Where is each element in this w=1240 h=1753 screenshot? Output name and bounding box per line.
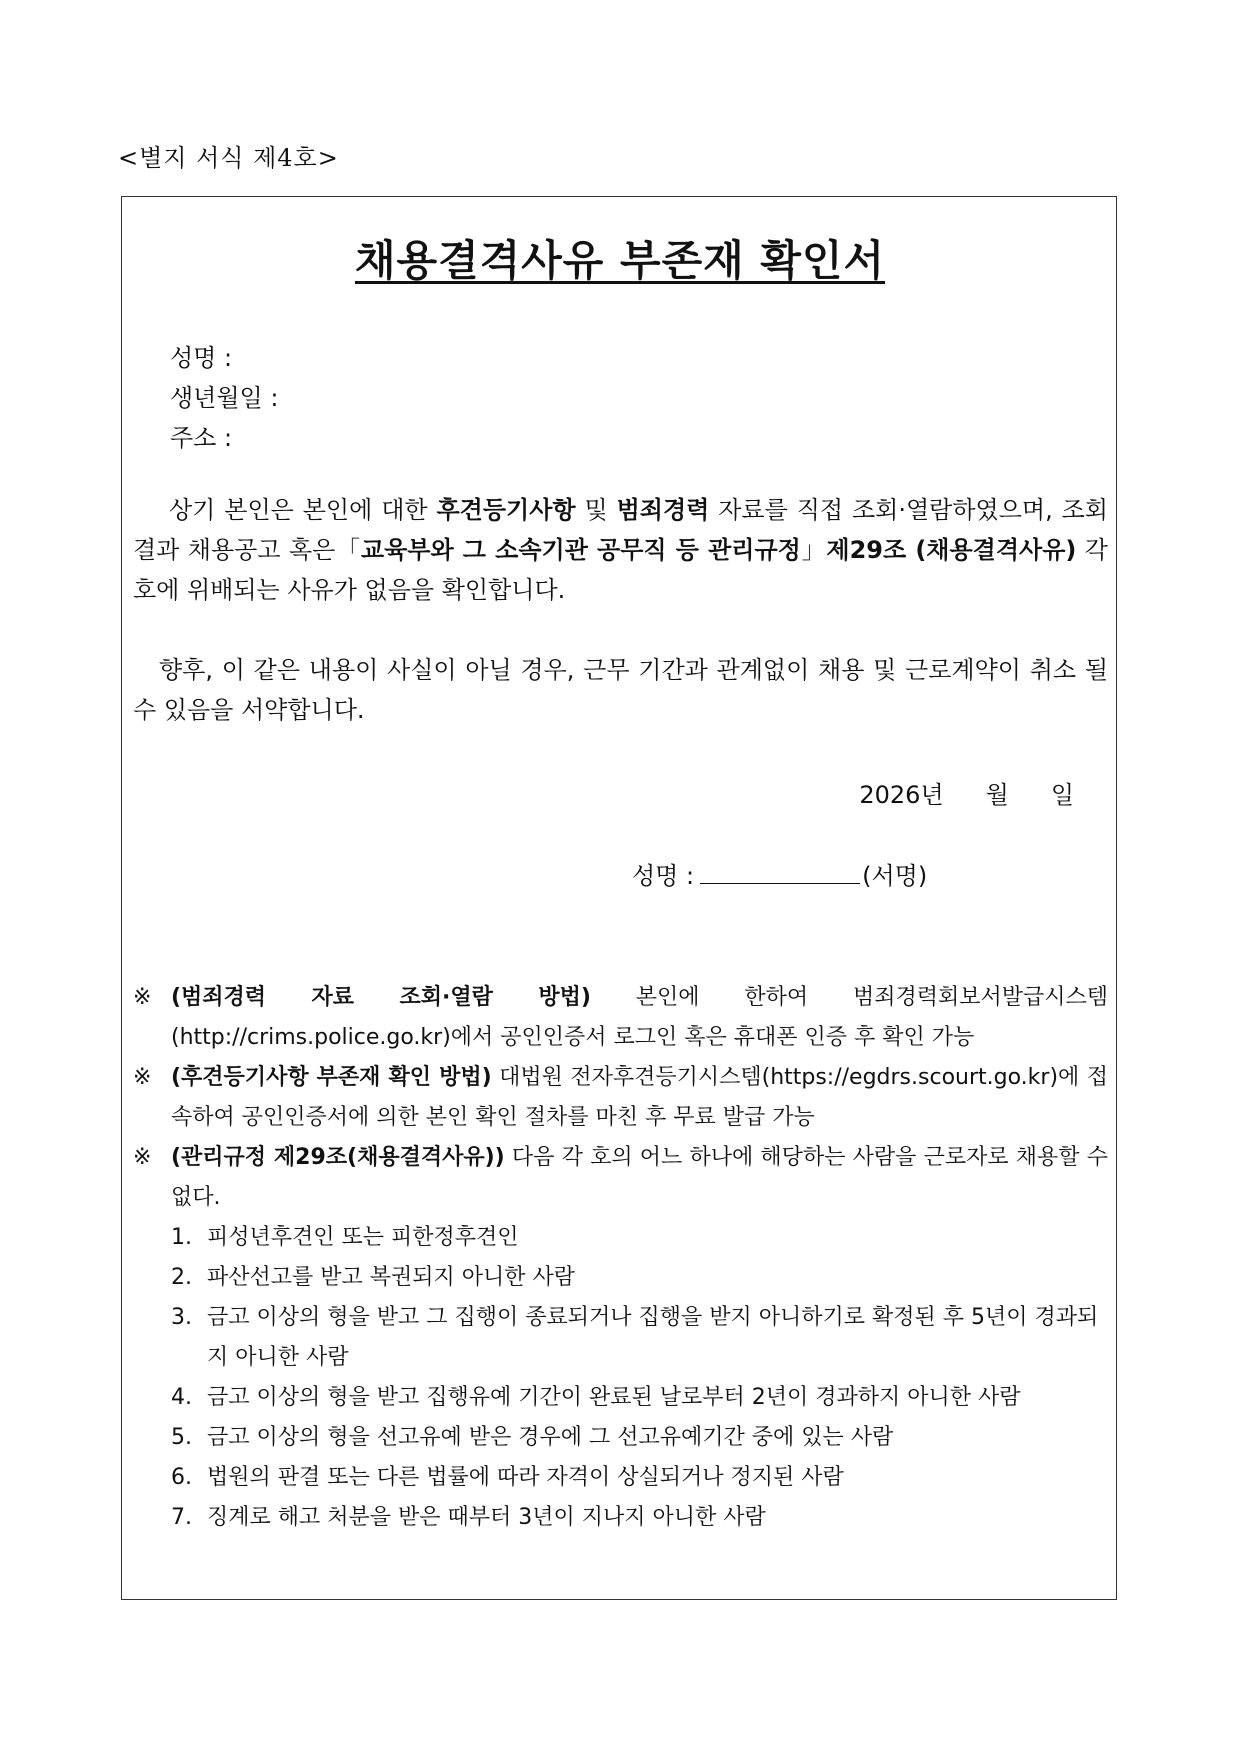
- note-text: 본인에 한하여 범죄경력회보서발급시스템(http://crims.police.go.kr)에서 공인인증서 로그인 혹은 휴대폰 인증 후 확인 가능: [171, 985, 1108, 1050]
- list-item: [133, 1298, 1108, 1378]
- note-text: 다음 각 호의 어느 하나에 해당하는 사람을 근로자로 채용할 수 없다.: [171, 1145, 1108, 1210]
- signature-suffix: (서명): [862, 862, 928, 890]
- statement-text-1: 상기 본인은 본인에 대한: [169, 496, 437, 524]
- reference-mark-icon: ※: [133, 1145, 152, 1170]
- form-number: <별지 서식 제4호>: [118, 144, 339, 172]
- list-item-number: 6.: [171, 1465, 192, 1490]
- list-item-number: 4.: [171, 1385, 192, 1410]
- signature-blank[interactable]: [700, 865, 860, 884]
- birth-date-field-label: 생년월일 :: [170, 384, 279, 412]
- date-day: 일: [1050, 781, 1074, 809]
- disqualification-list: [133, 1218, 1108, 1538]
- pledge-text: 향후, 이 같은 내용이 사실이 아닐 경우, 근무 기간과 관계없이 채용 및 근로계약이 취소 될 수 있음을 서약합니다.: [133, 656, 1108, 724]
- note-heading: (후견등기사항 부존재 확인 방법): [171, 1065, 492, 1090]
- statement-article-reference: 제29조 (채용결격사유): [826, 536, 1077, 564]
- reference-mark-icon: ※: [133, 985, 152, 1010]
- list-item-text: 피성년후견인 또는 피한정후견인: [207, 1225, 519, 1250]
- statement-paragraph: [133, 490, 1108, 610]
- list-item: [133, 1458, 1108, 1498]
- document-title-text: 채용결격사유 부존재 확인서: [354, 236, 886, 285]
- list-item-number: 5.: [171, 1425, 192, 1450]
- document-title: [0, 228, 1240, 288]
- list-item-number: 7.: [171, 1505, 192, 1530]
- notes-section: [133, 978, 1108, 1538]
- list-item: [133, 1418, 1108, 1458]
- reference-mark-icon: ※: [133, 1065, 152, 1090]
- note-guardianship: [133, 1058, 1108, 1138]
- statement-text-5: 각 호에 위배되는 사유가 없음을 확인합니다.: [133, 536, 1108, 604]
- list-item: [133, 1218, 1108, 1258]
- list-item: [133, 1258, 1108, 1298]
- date-month: 월: [985, 781, 1009, 809]
- statement-text-3: 자료를 직접 조회·열람하였으며, 조회 결과 채용공고 혹은「: [133, 496, 1108, 564]
- signature-label: 성명 :: [632, 862, 695, 890]
- note-text: 대법원 전자후견등기시스템(https://egdrs.scourt.go.kr)에 접속하여 공인인증서에 의한 본인 확인 절차를 마친 후 무료 발급 가능: [171, 1065, 1108, 1130]
- list-item-text: 징계로 해고 처분을 받은 때부터 3년이 지나지 아니한 사람: [207, 1505, 766, 1530]
- statement-text-2: 및: [575, 496, 617, 524]
- address-field-label: 주소 :: [170, 424, 233, 452]
- date-line: [859, 775, 1074, 810]
- list-item-number: 1.: [171, 1225, 192, 1250]
- note-heading: (범죄경력 자료 조회·열람 방법): [171, 985, 591, 1010]
- note-criminal-record: [133, 978, 1108, 1058]
- signature-line: [632, 856, 927, 891]
- statement-regulation-name: 교육부와 그 소속기관 공무직 등 관리규정: [360, 536, 801, 564]
- date-year: 2026년: [859, 781, 944, 809]
- name-field-label: 성명 :: [170, 344, 233, 372]
- list-item: [133, 1498, 1108, 1538]
- list-item-text: 금고 이상의 형을 받고 집행유예 기간이 완료된 날로부터 2년이 경과하지 아니한 사람: [207, 1385, 1021, 1410]
- list-item-text: 파산선고를 받고 복권되지 아니한 사람: [207, 1265, 576, 1290]
- list-item-number: 2.: [171, 1265, 192, 1290]
- pledge-paragraph: [133, 650, 1108, 730]
- list-item-number: 3.: [171, 1305, 192, 1330]
- list-item-text: 금고 이상의 형을 받고 그 집행이 종료되거나 집행을 받지 아니하기로 확정된 후 5년이 경과되지 아니한 사람: [207, 1305, 1099, 1370]
- statement-guardianship-term: 후견등기사항: [436, 496, 576, 524]
- list-item-text: 법원의 판결 또는 다른 법률에 따라 자격이 상실되거나 정지된 사람: [207, 1465, 844, 1490]
- note-heading: (관리규정 제29조(채용결격사유)): [171, 1145, 505, 1170]
- note-regulation: [133, 1138, 1108, 1218]
- list-item: [133, 1378, 1108, 1418]
- list-item-text: 금고 이상의 형을 선고유예 받은 경우에 그 선고유예기간 중에 있는 사람: [207, 1425, 894, 1450]
- statement-criminal-record-term: 범죄경력: [616, 496, 710, 524]
- statement-text-4: 」: [800, 536, 827, 564]
